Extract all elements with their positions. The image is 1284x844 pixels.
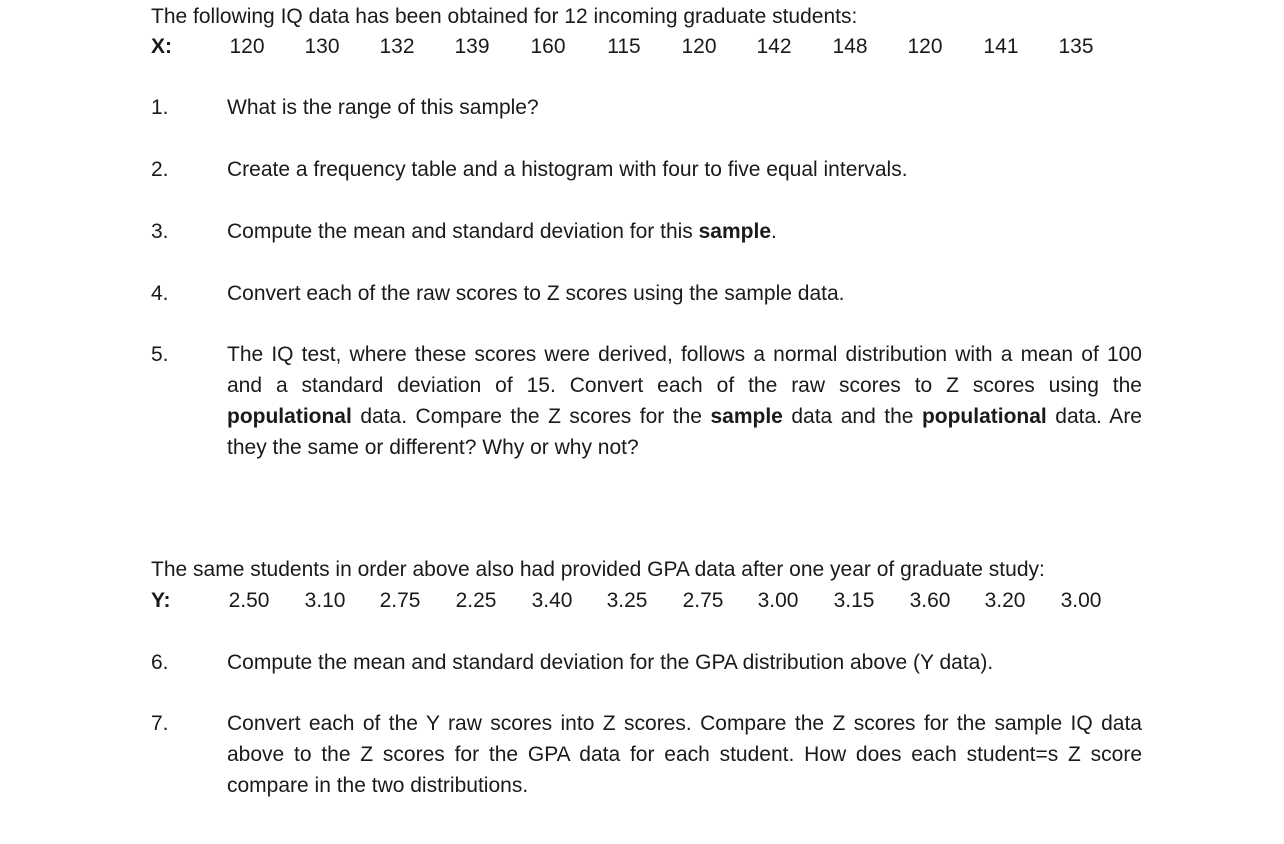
question-number: 6. [151, 651, 169, 674]
y-value: 3.20 [984, 589, 1026, 612]
text-run: Compute the mean and standard deviation for this [227, 220, 699, 243]
x-value: 141 [983, 35, 1019, 58]
x-value: 132 [379, 35, 415, 58]
question-number: 1. [151, 96, 169, 119]
gpa-intro: The same students in order above also had provided GPA data after one year of graduate study: [151, 558, 1045, 581]
x-value: 130 [304, 35, 340, 58]
y-value: 2.25 [455, 589, 497, 612]
text-run: . [771, 220, 777, 243]
iq-intro: The following IQ data has been obtained for 12 incoming graduate students: [151, 5, 858, 28]
x-value: 115 [607, 35, 641, 58]
y-value: 3.40 [531, 589, 573, 612]
y-value: 3.25 [606, 589, 648, 612]
y-value: 3.00 [757, 589, 799, 612]
question-text [227, 339, 1142, 463]
question-number: 5. [151, 343, 169, 366]
emphasis: populational [227, 405, 352, 428]
x-value: 148 [832, 35, 868, 58]
emphasis: sample [698, 220, 771, 243]
text-run: data. Are they the same or different? Why or why not? [227, 405, 1142, 459]
iq-data-row [151, 31, 1141, 62]
y-value: 3.15 [833, 589, 875, 612]
question-number: 3. [151, 220, 169, 243]
question-text: Compute the mean and standard deviation for the GPA distribution above (Y data). [227, 651, 994, 674]
x-value: 120 [907, 35, 943, 58]
y-value: 2.75 [379, 589, 421, 612]
question-text [227, 216, 1142, 247]
x-value: 135 [1058, 35, 1094, 58]
question-text: What is the range of this sample? [227, 96, 539, 119]
y-value: 2.50 [228, 589, 270, 612]
text-run: data and the [782, 405, 922, 428]
emphasis: populational [921, 405, 1047, 428]
gpa-data-row [151, 585, 1141, 616]
text-run: The IQ test, where these scores were derived, follows a normal distribution with a mean of 100 and a standard deviation of 15. Convert each of the raw scores to Z scores using the [227, 343, 1142, 397]
question-number: 4. [151, 282, 169, 305]
y-label: Y: [151, 589, 171, 612]
x-value: 120 [681, 35, 717, 58]
y-value: 3.10 [304, 589, 346, 612]
y-value: 2.75 [682, 589, 724, 612]
x-value: 160 [530, 35, 566, 58]
x-value: 120 [229, 35, 265, 58]
text-run: data. Compare the Z scores for the [351, 405, 711, 428]
question-number: 2. [151, 158, 169, 181]
x-label: X: [151, 35, 172, 58]
question-number: 7. [151, 712, 169, 735]
question-text: Convert each of the raw scores to Z scores using the sample data. [227, 282, 845, 305]
y-value: 3.00 [1060, 589, 1102, 612]
question-text: Convert each of the Y raw scores into Z scores. Compare the Z scores for the sample IQ data above to the Z scores for the GPA data for each student. How does each student=s Z score compare in the two distributions. [227, 712, 1142, 797]
x-value: 142 [756, 35, 792, 58]
question-text: Create a frequency table and a histogram with four to five equal intervals. [227, 158, 908, 181]
emphasis: sample [710, 405, 783, 428]
x-value: 139 [454, 35, 490, 58]
y-value: 3.60 [909, 589, 951, 612]
